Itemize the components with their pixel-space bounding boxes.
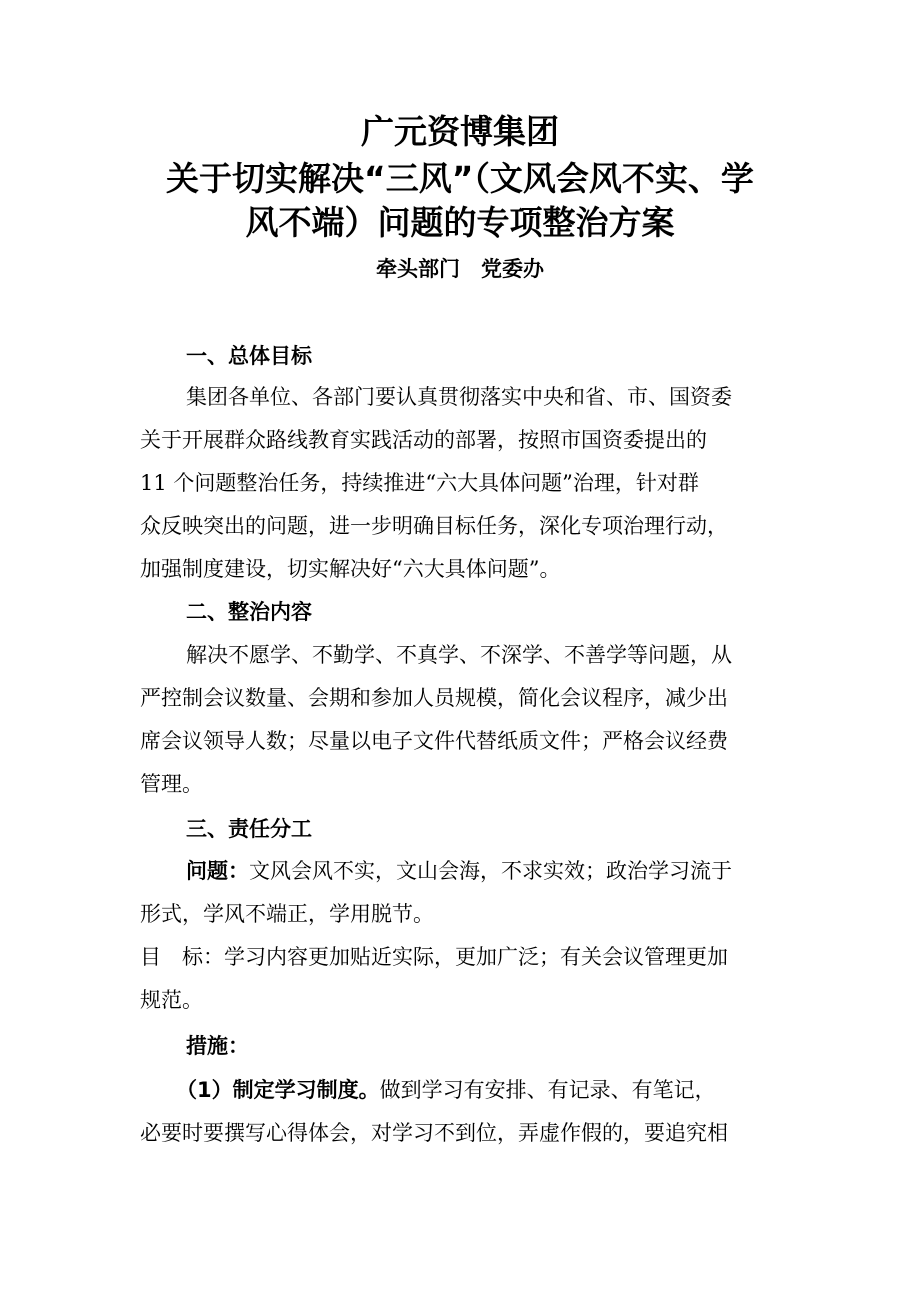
problem-label: 问题： bbox=[186, 859, 249, 883]
measure-1-text: 做到学习有安排、有记录、有笔记， bbox=[379, 1078, 716, 1102]
title-line-3: 风不端）问题的专项整治方案 bbox=[245, 203, 675, 242]
section-2-line-1: 解决不愿学、不勤学、不真学、不深学、不善学等问题，从 bbox=[186, 643, 732, 667]
goal-line-2: 规范。 bbox=[140, 988, 203, 1012]
section-3-heading: 三、责任分工 bbox=[186, 817, 312, 841]
title-line-1: 广元资博集团 bbox=[361, 112, 559, 151]
section-2-heading: 二、整治内容 bbox=[186, 600, 312, 624]
problem-line-2: 形式，学风不端正，学用脱节。 bbox=[140, 902, 434, 926]
section-1-line-5: 加强制度建设，切实解决好“六大具体问题”。 bbox=[140, 557, 561, 581]
section-2-line-3: 席会议领导人数；尽量以电子文件代替纸质文件；严格会议经费 bbox=[140, 729, 728, 753]
section-1-heading: 一、总体目标 bbox=[186, 344, 312, 368]
problem-line-1 bbox=[186, 856, 732, 886]
measures-label: 措施： bbox=[186, 1034, 249, 1058]
section-1-line-4: 众反映突出的问题，进一步明确目标任务，深化专项治理行动， bbox=[140, 514, 728, 538]
title-line-2: 关于切实解决“三风”（文风会风不实、学 bbox=[166, 159, 754, 198]
lead-department: 牵头部门 党委办 bbox=[376, 257, 544, 281]
problem-text: 文风会风不实，文山会海，不求实效；政治学习流于 bbox=[249, 859, 732, 883]
section-2-line-4: 管理。 bbox=[140, 772, 203, 796]
section-1-line-1: 集团各单位、各部门要认真贯彻落实中央和省、市、国资委 bbox=[186, 385, 732, 409]
measure-1-label: （1）制定学习制度。 bbox=[176, 1078, 380, 1102]
goal-line-1: 目 标：学习内容更加贴近实际，更加广泛；有关会议管理更加 bbox=[140, 945, 728, 969]
section-2-line-2: 严控制会议数量、会期和参加人员规模，简化会议程序，减少出 bbox=[140, 686, 728, 710]
section-1-line-3: 11 个问题整治任务，持续推进“六大具体问题”治理，针对群 bbox=[140, 471, 699, 495]
section-1-line-2: 关于开展群众路线教育实践活动的部署，按照市国资委提出的 bbox=[140, 428, 707, 452]
measure-1-line-1 bbox=[176, 1075, 716, 1105]
measure-1-line-2: 必要时要撰写心得体会，对学习不到位，弄虚作假的，要追究相 bbox=[140, 1121, 728, 1145]
